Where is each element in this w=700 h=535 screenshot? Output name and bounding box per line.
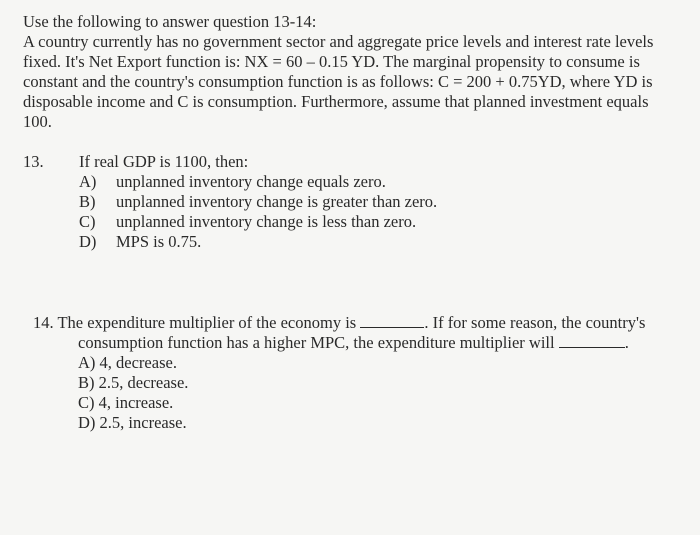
option-text: unplanned inventory change equals zero.: [116, 172, 386, 191]
intro-line-5: 100.: [23, 112, 52, 131]
question-14-text-part-3: consumption function has a higher MPC, the expenditure multiplier will: [78, 333, 555, 352]
option-14-b[interactable]: B) 2.5, decrease.: [78, 373, 189, 392]
option-14-d[interactable]: D) 2.5, increase.: [78, 413, 187, 432]
intro-line-2: fixed. It's Net Export function is: NX = 60 – 0.15 YD. The marginal propensity to consume is: [23, 52, 640, 71]
option-13-b[interactable]: [79, 192, 623, 212]
option-letter: D): [79, 232, 97, 251]
question-14-stem-line-1: [33, 313, 693, 333]
option-letter: A): [79, 172, 97, 191]
question-14-options: [78, 353, 693, 433]
option-text: unplanned inventory change is greater than zero.: [116, 192, 438, 211]
question-14-text-part-1: 14. The expenditure multiplier of the economy is: [33, 313, 357, 332]
option-text: MPS is 0.75.: [116, 232, 202, 251]
question-13-text: If real GDP is 1100, then:: [79, 152, 249, 171]
question-14: [33, 313, 693, 433]
intro-line-3: constant and the country's consumption function is as follows: C = 200 + 0.75YD, where YD is: [23, 72, 653, 91]
option-13-a[interactable]: [79, 172, 623, 192]
intro-line-1: A country currently has no government sector and aggregate price levels and interest rate levels: [23, 32, 654, 51]
answer-blank-2: [559, 333, 625, 348]
intro-heading: Use the following to answer question 13-14:: [23, 12, 317, 31]
option-14-c[interactable]: C) 4, increase.: [78, 393, 174, 412]
option-13-d[interactable]: [79, 232, 623, 252]
option-13-c[interactable]: [79, 212, 623, 232]
intro-passage: [23, 12, 688, 132]
question-13-stem: [23, 152, 623, 172]
option-letter: C): [79, 212, 96, 231]
question-13-options: [79, 172, 623, 252]
intro-line-4: disposable income and C is consumption. Furthermore, assume that planned investment equals: [23, 92, 649, 111]
option-text: unplanned inventory change is less than zero.: [116, 212, 417, 231]
question-14-stem-end: .: [624, 333, 629, 352]
option-letter: B): [79, 192, 96, 211]
question-13-number: 13.: [23, 152, 44, 171]
question-14-stem-line-2: [78, 333, 693, 353]
option-14-a[interactable]: A) 4, decrease.: [78, 353, 177, 372]
question-14-text-part-2: . If for some reason, the country's: [424, 313, 646, 332]
answer-blank-1: [360, 313, 424, 328]
question-13: [23, 152, 623, 252]
